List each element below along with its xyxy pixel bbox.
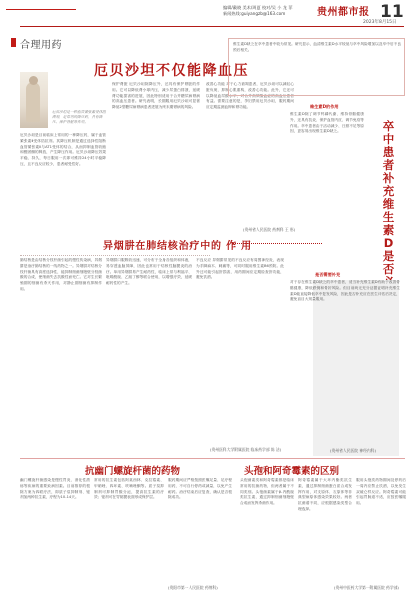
article4-byline: (贵州中医药大学第一附属医院 药学部) (334, 585, 399, 590)
article2-headline: 异烟肼在肺结核治疗中的 作 用 (103, 241, 252, 252)
bottom-divider (20, 458, 405, 459)
header-rule-left (6, 9, 76, 10)
photo-head (29, 76, 38, 85)
article4-column: 头孢菌素类和阿奇霉素都是临床常用的抗菌药物，但两者属于不同类别。头孢菌素属于β-内酰胺类抗生素，通过抑制细菌细胞壁合成而发挥杀菌作用。 (240, 478, 294, 506)
headline-underline (232, 243, 322, 246)
article1-headline: 厄贝沙坦不仅能降血压 (94, 63, 249, 79)
section-divider (20, 255, 210, 256)
article3-byline: (贵阳市第一人民医院 药剂科) (168, 585, 218, 590)
article3-column: 幽门螺旋杆菌感染是慢性胃炎、消化性溃疡等疾病的重要致病因素。目前推荐的根除方案为四联疗法，即质子泵抑制剂、铋剂加两种抗生素，疗程为10-14天。 (20, 478, 90, 500)
header-meta (223, 5, 293, 17)
section-title: 合理用药 (20, 36, 62, 51)
article5-subheading: 维生素D的作用 (310, 104, 339, 109)
article5-column: 对于存在维生素D缺乏的卒中患者，适当补充维生素D有助于改善骨骼健康，降低跌倒和骨折风险。但目前尚无充分证据证明补充维生素D能直接降低卒中复发风险，因此是否补充应在医生评估后决定，避免盲目大剂量服用。 (290, 280, 400, 302)
article4-column: 服用头孢类药物期间及停药后一周内应禁止饮酒，以免发生双硫仑样反应。阿奇霉素可能引起胃肠道不适，应按医嘱服用。 (356, 478, 406, 506)
header-meta-line: 编辑/戴晓 美术/周夏 校对/吴 小 龙 菲 (223, 5, 293, 10)
article5-byline: (贵州省人民医院 神经内科) (330, 448, 376, 453)
article5-intro-box (228, 38, 405, 96)
article5-column: 维生素D除了调节钙磷代谢、维持骨骼健康外，还具有抗炎、保护血管内皮、调节免疫等作用。卒中患者由于活动减少、日照不足等原因，更容易出现维生素D缺乏。 (290, 112, 364, 134)
article1-caption: 厄贝沙坦是一种血管紧张素受体阻滞剂，是常用的降压药，具有降压、保护肾脏等作用。 (52, 110, 106, 124)
article2-column: 肺结核是由结核分枝杆菌引起的慢性传染病，异烟肼是治疗肺结核的一线药物之一。异烟肼对结核分枝杆菌具有高度选择性，能抑制细菌细胞壁分枝菌酸的合成，使细菌失去抗酸性而死亡。它对生长繁殖期的细菌有杀灭作用，对静止期细菌有抑制作用。 (20, 258, 102, 291)
article4-headline: 头孢和阿奇霉素的区别 (244, 466, 340, 477)
article1-byline: (贵州省人民医院 药剂科 王 彤) (243, 227, 296, 232)
issue-date: 2023年8月15日 (363, 20, 397, 25)
article2-byline: (贵州医科大学附属医院 临床药学部 陈 洁) (210, 447, 282, 452)
page-number: 11 (380, 2, 404, 22)
newspaper-logo: 贵州都市报 (317, 7, 370, 18)
article3-headline: 抗幽门螺旋杆菌的药物 (85, 466, 181, 477)
article5-subheading: 是否需要补充 (315, 272, 341, 277)
article2-column: 不良反应 异烟肼常见的不良反应有周围神经炎，表现为手脚麻木、刺痛等，可同时服用维生素B6预防。此外还可能引起肝损害，用药期间应定期检查肝功能，避免饮酒。 (196, 258, 284, 280)
article5-intro: 维生素D缺乏在卒中患者中较为常见。研究显示，血清维生素D水平较低与卒中风险增加以及卒中后不良预后相关。 (233, 42, 401, 52)
article4-column: 阿奇霉素属于大环内酯类抗生素，通过抑制细菌蛋白质合成发挥作用，对支原体、衣原体等非典型病原体感染效果较好。两者抗菌谱不同，应根据感染类型合理选择。 (298, 478, 352, 511)
header-meta-line: 新闻热线:guiyangzb@163.com (223, 11, 286, 16)
article1-column: 改善心功能 对于心力衰竭患者，厄贝沙坦可以减轻心脏负荷，抑制心肌重构，改善心功能。此外，它还可以降低血尿酸水平，对合并高尿酸血症的高血压患者有益。需要注意的是，孕妇禁用厄贝沙坦，服药期间应定期监测血钾和肾功能。 (206, 82, 294, 110)
article2-column: 异烟肼口服吸收迅速，可分布于全身各组织和体液，易穿透血脑屏障，因此也常用于结核性脑膜炎的治疗。单用异烟肼易产生耐药性，临床上常与利福平、吡嗪酰胺、乙胺丁醇等联合使用，以增强疗效，延缓耐药性的产生。 (106, 258, 192, 286)
article1-column: 厄贝沙坦是目前临床上常用的一种降压药，属于血管紧张素Ⅱ受体拮抗剂。其降压机制是通过选择性阻断血管紧张素Ⅱ与AT1受体的结合，从而抑制血管收缩和醛固酮的释放，产生降压作用。厄贝沙坦降压效果平稳、持久，每日服用一次即可维持24小时平稳降压，且不良反应较少，患者耐受性好。 (20, 133, 106, 166)
article1-photo (20, 72, 48, 128)
article5-headline: 卒中患者补充维生素D是否 (382, 119, 395, 276)
photo-figure (26, 82, 40, 122)
article1-column: 保护肾脏 厄贝沙坦除降压外，还具有保护肾脏的作用。它可以降低肾小球内压，减少尿蛋白排泄，延缓肾功能损害的进展，因此特别适用于合并糖尿病肾病的高血压患者。研究表明，长期服用厄贝沙坦可显著降低2型糖尿病肾病患者进展为终末期肾病的风险。 (112, 82, 200, 110)
article3-column: 服药期间应严格按照医嘱足量、足疗程用药，不可自行停药或减量，以免产生耐药。治疗结束后应复查，确认是否根除成功。 (168, 478, 232, 500)
article3-column: 常用的抗生素包括阿莫西林、克拉霉素、甲硝唑、四环素、呋喃唑酮等。质子泵抑制剂可抑制胃酸分泌，提高抗生素的疗效；铋剂可在胃黏膜表面形成保护层。 (94, 478, 164, 500)
header-divider (20, 26, 404, 27)
